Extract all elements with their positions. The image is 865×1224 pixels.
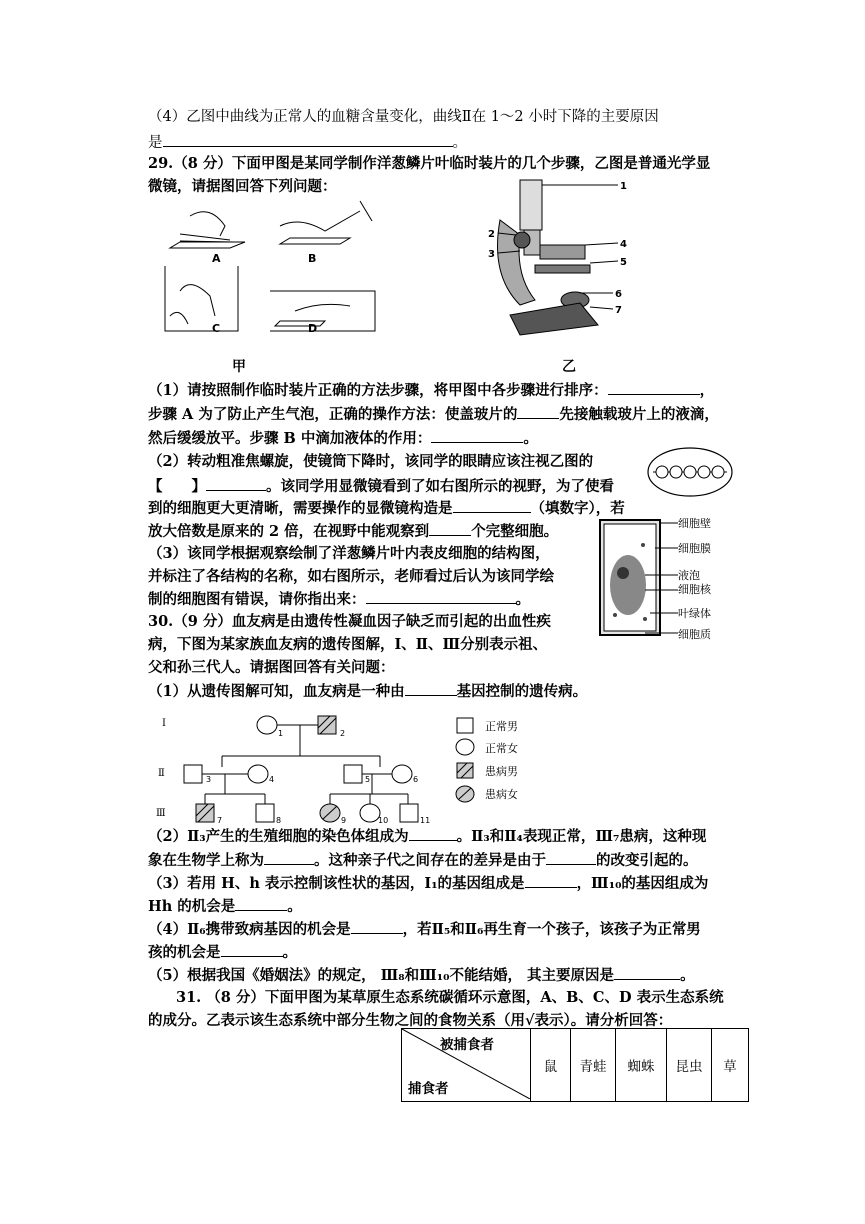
blank[interactable] <box>453 498 531 513</box>
q29-3-line3: 制的细胞图有错误，请你指出来： 。 <box>148 591 530 608</box>
pedigree-num-3: 3 <box>206 775 212 784</box>
pedigree-num-2: 2 <box>340 729 346 738</box>
generation-I: Ⅰ <box>162 718 166 729</box>
pedigree-num-7: 7 <box>217 816 223 825</box>
step-label-d: D <box>308 322 318 335</box>
q29-1-line1: （1）请按照制作临时装片正确的方法步骤，将甲图中各步骤进行排序： ， <box>148 382 715 399</box>
legend-normal-female: 正常女 <box>485 742 518 755</box>
legend-affected-female: 患病女 <box>485 788 518 801</box>
q29-1-line3: 然后缓缓放平。步骤 B 中滴加液体的作用： 。 <box>148 430 538 447</box>
generation-III: Ⅲ <box>156 808 166 819</box>
pedigree-num-8: 8 <box>276 816 282 825</box>
microscope-label-2: 2 <box>488 229 495 240</box>
q28-4-line1: （4）乙图中曲线为正常人的血糖含量变化，曲线Ⅱ在 1～2 小时下降的主要原因 <box>148 109 659 125</box>
blank[interactable] <box>409 826 457 841</box>
blank[interactable] <box>405 681 457 696</box>
blank[interactable] <box>163 132 453 147</box>
blank[interactable] <box>351 919 403 934</box>
q30-4-line1: （4）Ⅱ₆携带致病基因的机会是 ，若Ⅱ₅和Ⅱ₆再生育一个孩子，该孩子为正常男 <box>148 921 701 938</box>
blank[interactable] <box>431 428 523 443</box>
pedigree-num-9: 9 <box>341 816 347 825</box>
microscope-label-3: 3 <box>488 249 495 260</box>
microscope-label-5: 5 <box>620 257 627 268</box>
q30-line1: 30.（9 分）血友病是由遗传性凝血因子缺乏而引起的出血性疾 <box>148 613 551 630</box>
legend-normal-male: 正常男 <box>485 720 518 733</box>
blank[interactable] <box>264 850 314 865</box>
q30-line2: 病，下图为某家族血友病的遗传图解，Ⅰ、Ⅱ、Ⅲ分别表示祖、 <box>148 636 548 653</box>
step-label-b: B <box>308 252 317 265</box>
q29-3-line2: 并标注了各结构的名称，如右图所示，老师看过后认为该同学绘 <box>148 568 554 585</box>
q29-2-line2: 【 】 。该同学用显微镜看到了如右图所示的视野，为了使看 <box>148 478 614 495</box>
figure-field-of-view <box>645 446 735 498</box>
q30-line3: 父和孙三代人。请据图回答有关问题： <box>148 659 395 676</box>
column-header: 青蛙 <box>571 1029 616 1102</box>
blank[interactable] <box>221 942 283 957</box>
column-header: 蜘蛛 <box>616 1029 667 1102</box>
q29-1-line2: 步骤 A 为了防止产生气泡，正确的操作方法：使盖玻片的 先接触载玻片上的液滴， <box>148 406 719 423</box>
blank[interactable] <box>235 896 287 911</box>
pedigree-num-11: 11 <box>420 816 431 825</box>
q30-3-line2: Hh 的机会是 。 <box>148 898 302 915</box>
microscope-label-4: 4 <box>620 239 627 250</box>
header-predator: 捕食者 <box>408 1081 449 1097</box>
header-prey: 被捕食者 <box>440 1037 494 1053</box>
q29-3-line1: （3）该同学根据观察绘制了洋葱鳞片叶内表皮细胞的结构图， <box>148 545 550 562</box>
generation-II: Ⅱ <box>158 768 165 779</box>
blank[interactable] <box>546 850 596 865</box>
cell-label-wall: 细胞壁 <box>678 517 711 530</box>
blank[interactable] <box>614 965 680 980</box>
microscope-label-7: 7 <box>615 305 622 316</box>
cell-label-chloroplast: 叶绿体 <box>678 607 711 620</box>
blank[interactable] <box>608 380 700 395</box>
column-header: 昆虫 <box>667 1029 712 1102</box>
q30-2-line1: （2）Ⅱ₃产生的生殖细胞的染色体组成为 。Ⅱ₃和Ⅱ₄表现正常，Ⅲ₇患病，这种现 <box>148 828 707 845</box>
pedigree-num-5: 5 <box>365 775 371 784</box>
q30-2-line2: 象在生物学上称为 。这种亲子代之间存在的差异是由于 的改变引起的。 <box>148 852 698 869</box>
q31-line1: 31. （8 分）下面甲图为某草原生态系统碳循环示意图，A、B、C、D 表示生态系统 <box>176 989 724 1006</box>
figure-jia-steps <box>150 196 390 346</box>
step-label-a: A <box>212 252 221 265</box>
q29-2-line1: （2）转动粗准焦螺旋，使镜筒下降时，该同学的眼睛应该注视乙图的 <box>148 453 594 470</box>
q30-4-line2: 孩的机会是 。 <box>148 944 297 961</box>
cell-label-vacuole: 液泡 <box>678 569 700 582</box>
microscope-label-1: 1 <box>620 181 627 192</box>
cell-label-nucleus: 细胞核 <box>678 583 711 596</box>
figure-yi-microscope <box>480 175 640 345</box>
pedigree-num-6: 6 <box>413 775 419 784</box>
q29-title: 29.（8 分）下面甲图是某同学制作洋葱鳞片叶临时装片的几个步骤，乙图是普通光学显 <box>148 155 711 172</box>
legend-affected-male: 患病男 <box>485 765 518 778</box>
pedigree-num-10: 10 <box>378 816 389 825</box>
blank[interactable] <box>429 521 471 536</box>
blank[interactable] <box>366 589 516 604</box>
column-header: 鼠 <box>531 1029 571 1102</box>
pedigree-legend <box>455 715 565 805</box>
blank[interactable] <box>517 404 559 419</box>
pedigree-num-1: 1 <box>278 729 284 738</box>
cell-label-membrane: 细胞膜 <box>678 542 711 555</box>
blank[interactable] <box>525 873 577 888</box>
caption-jia: 甲 <box>232 359 246 375</box>
microscope-label-6: 6 <box>615 289 622 300</box>
step-label-c: C <box>212 322 221 335</box>
q29-2-line4: 放大倍数是原来的 2 倍，在视野中能观察到 个完整细胞。 <box>148 523 559 540</box>
food-relation-table <box>401 1028 749 1102</box>
caption-yi: 乙 <box>562 359 576 375</box>
blank[interactable] <box>206 476 266 491</box>
pedigree-num-4: 4 <box>269 775 275 784</box>
q30-5: （5）根据我国《婚姻法》的规定， Ⅲ₈和Ⅲ₁₀不能结婚， 其主要原因是 。 <box>148 967 695 984</box>
table-diagonal-header <box>402 1029 531 1102</box>
cell-label-leaders <box>640 515 680 640</box>
q30-3-line1: （3）若用 H、h 表示控制该性状的基因，Ⅰ₁的基因组成是 ，Ⅲ₁₀的基因组成为 <box>148 875 709 892</box>
q29-2-line3: 到的细胞更大更清晰，需要操作的显微镜构造是 （填数字），若 <box>148 500 625 517</box>
q31-line2: 的成分。乙表示该生态系统中部分生物之间的食物关系（用√表示）。请分析回答： <box>148 1012 673 1029</box>
q29-title-2: 微镜，请据图回答下列问题： <box>148 178 337 195</box>
figure-pedigree <box>150 706 450 828</box>
q30-1: （1）从遗传图解可知，血友病是一种由 基因控制的遗传病。 <box>148 683 588 700</box>
cell-label-cytoplasm: 细胞质 <box>678 628 711 641</box>
column-header: 草 <box>712 1029 749 1102</box>
q28-4-line2: 是 。 <box>148 132 467 153</box>
